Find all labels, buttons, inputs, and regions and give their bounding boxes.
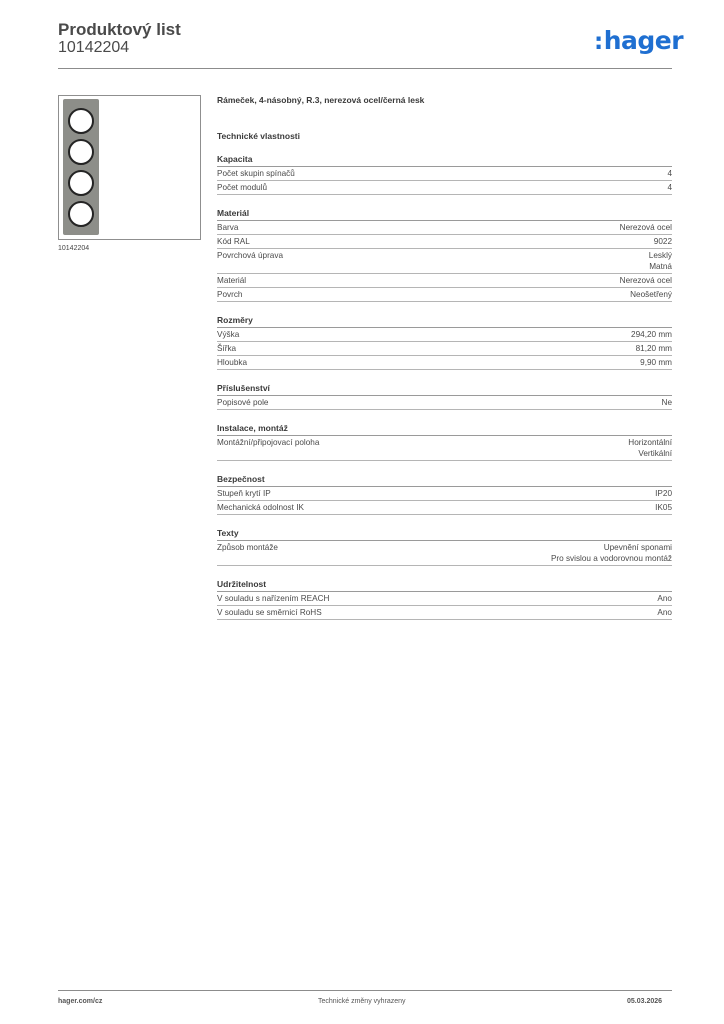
spec-label: Povrch (217, 290, 243, 299)
spec-label: Způsob montáže (217, 543, 278, 552)
spec-label: Stupeň krytí IP (217, 489, 271, 498)
spec-value (667, 168, 672, 179)
spec-section (217, 579, 672, 620)
product-title: Rámeček, 4-násobný, R.3, nerezová ocel/černá lesk (217, 95, 425, 105)
product-image (58, 95, 201, 240)
spec-label: Počet modulů (217, 183, 268, 192)
spec-value (551, 542, 672, 564)
spec-value-line: 9022 (653, 237, 672, 246)
section-title: Instalace, montáž (217, 423, 672, 436)
spec-section (217, 208, 672, 302)
footer-notice: Technické změny vyhrazeny (318, 998, 406, 1005)
spec-label: Barva (217, 223, 239, 232)
spec-sections (217, 154, 672, 620)
spec-label: V souladu se směrnicí RoHS (217, 608, 322, 617)
spec-value (657, 593, 672, 604)
spec-value (667, 182, 672, 193)
spec-value-line: Ne (661, 398, 672, 407)
spec-row (217, 436, 672, 461)
spec-label: Popisové pole (217, 398, 269, 407)
spec-section (217, 474, 672, 515)
spec-value-line: 9,90 mm (640, 358, 672, 367)
spec-value-line: Nerezová ocel (619, 276, 672, 285)
spec-value-line: Lesklý (648, 251, 672, 260)
spec-value (655, 502, 672, 513)
section-title: Texty (217, 528, 672, 541)
spec-label: Počet skupin spínačů (217, 169, 295, 178)
spec-row (217, 487, 672, 501)
spec-section (217, 154, 672, 195)
hager-logo: :hager (594, 26, 684, 55)
spec-value-line: 81,20 mm (635, 344, 672, 353)
spec-row (217, 167, 672, 181)
spec-row (217, 328, 672, 342)
section-title: Materiál (217, 208, 672, 221)
spec-value-line: 4 (667, 169, 672, 178)
spec-value (655, 488, 672, 499)
spec-value-line: Upevnění sponami (603, 543, 672, 552)
spec-label: Hloubka (217, 358, 248, 367)
product-number: 10142204 (58, 39, 130, 56)
header-divider (58, 68, 672, 69)
spec-value-line: 294,20 mm (631, 330, 672, 339)
spec-section (217, 528, 672, 566)
spec-value (620, 222, 672, 233)
spec-value (640, 357, 672, 368)
section-title: Kapacita (217, 154, 672, 167)
spec-label: Mechanická odolnost IK (217, 503, 304, 512)
spec-row (217, 221, 672, 235)
spec-label: V souladu s nařízením REACH (217, 594, 330, 603)
spec-value (657, 607, 672, 618)
spec-value-line: Neošetřený (630, 290, 672, 299)
socket-ring (68, 170, 94, 196)
spec-value-line: Pro svislou a vodorovnou montáž (550, 554, 672, 563)
spec-value-line: 4 (667, 183, 672, 192)
footer-divider (58, 990, 672, 991)
spec-value-line: Horizontální (628, 438, 672, 447)
spec-value-line: IK05 (655, 503, 672, 512)
spec-label: Kód RAL (217, 237, 250, 246)
section-title: Udržitelnost (217, 579, 672, 592)
spec-value (630, 289, 672, 300)
spec-label: Materiál (217, 276, 247, 285)
spec-value-line: Nerezová ocel (619, 223, 672, 232)
spec-value-line: Vertikální (638, 449, 672, 458)
spec-label: Montážní/připojovací poloha (217, 438, 320, 447)
spec-value (631, 329, 672, 340)
spec-row (217, 249, 672, 274)
spec-row (217, 356, 672, 370)
spec-row (217, 606, 672, 620)
spec-row (217, 342, 672, 356)
spec-value-line: IP20 (655, 489, 672, 498)
spec-section (217, 383, 672, 410)
socket-ring (68, 108, 94, 134)
spec-section (217, 423, 672, 461)
socket-ring (68, 201, 94, 227)
spec-label: Povrchová úprava (217, 251, 283, 260)
spec-row (217, 235, 672, 249)
spec-label: Výška (217, 330, 240, 339)
spec-value-line: Ano (657, 608, 672, 617)
spec-row (217, 274, 672, 288)
section-title: Příslušenství (217, 383, 672, 396)
spec-value (654, 236, 672, 247)
footer-date: 05.03.2026 (627, 998, 663, 1005)
socket-ring (68, 139, 94, 165)
spec-row (217, 541, 672, 566)
spec-value (620, 275, 672, 286)
section-title: Bezpečnost (217, 474, 672, 487)
spec-row (217, 501, 672, 515)
spec-row (217, 181, 672, 195)
spec-row (217, 288, 672, 302)
frame-illustration (63, 99, 99, 235)
spec-value (628, 437, 672, 459)
tech-heading: Technické vlastnosti (217, 131, 300, 141)
spec-value (662, 397, 672, 408)
footer-website[interactable]: hager.com/cz (58, 998, 103, 1005)
section-title: Rozměry (217, 315, 672, 328)
brand-name: hager (603, 26, 684, 55)
page-title: Produktový list (58, 20, 181, 39)
image-caption: 10142204 (58, 245, 90, 252)
spec-row (217, 396, 672, 410)
spec-value-line: Matná (649, 262, 672, 271)
spec-label: Šířka (217, 344, 237, 353)
spec-value (649, 250, 672, 272)
spec-value-line: Ano (657, 594, 672, 603)
spec-section (217, 315, 672, 370)
spec-value (636, 343, 672, 354)
spec-row (217, 592, 672, 606)
product-details (217, 95, 672, 620)
